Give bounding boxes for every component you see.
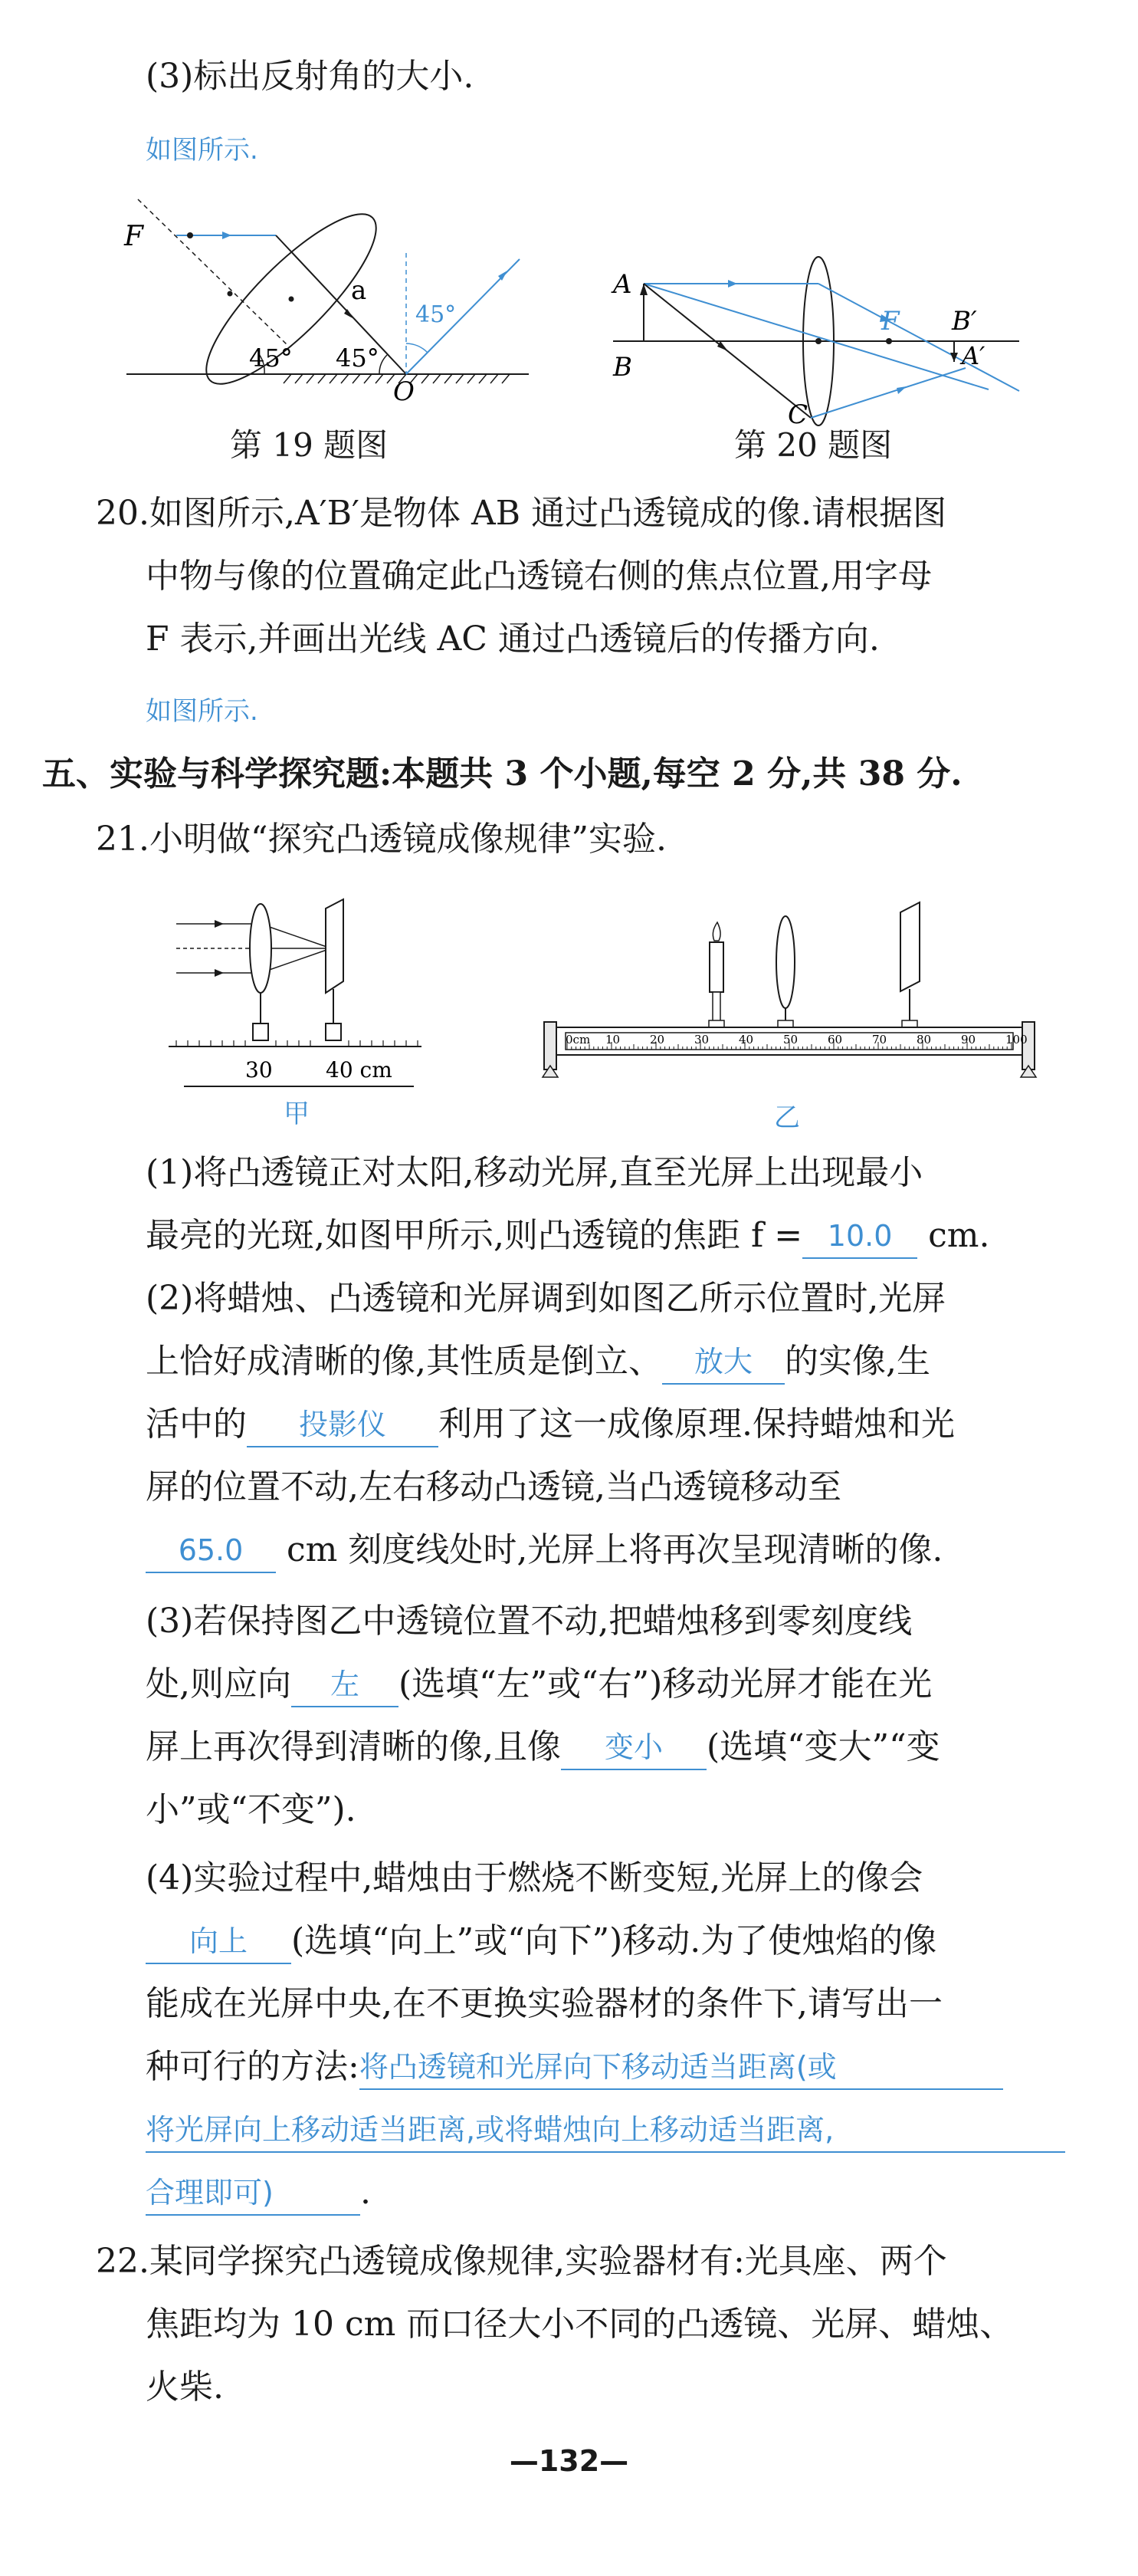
q21-p2-line-4: 屏的位置不动,左右移动凸透镜,当凸透镜移动至 — [146, 1467, 841, 1506]
q21-p3-text-b: (选填“左”或“右”)移动光屏才能在光 — [398, 1664, 933, 1704]
q21-p1-text-a: 最亮的光斑,如图甲所示,则凸透镜的焦距 f = — [146, 1216, 803, 1255]
q21-p2-text-c: 活中的 — [146, 1405, 247, 1444]
q21-p2-text-a: 上恰好成清晰的像,其性质是倒立、 — [146, 1342, 662, 1381]
fig-yi-tick-label: 100 — [1005, 1033, 1028, 1046]
q21-p1-line-1: (1)将凸透镜正对太阳,移动光屏,直至光屏上出现最小 — [146, 1153, 923, 1192]
q19-answer-hint: 如图所示. — [146, 135, 258, 166]
figure-jia — [169, 893, 444, 1100]
fig19-angle-reflect: 45° — [415, 301, 457, 328]
q21-p3-text-c: 屏上再次得到清晰的像,且像 — [146, 1727, 561, 1766]
q21-p3-answer-1: 左 — [291, 1663, 398, 1707]
figure-20 — [605, 253, 1035, 429]
fig19-caption: 第 19 题图 — [230, 426, 389, 464]
q21-p3-answer-2: 变小 — [561, 1726, 707, 1770]
q21-p4-answer-2a: 将凸透镜和光屏向下移动适当距离(或 — [359, 2045, 1003, 2090]
q21-p2-answer-2: 投影仪 — [247, 1403, 438, 1447]
fig19-label-f: F — [124, 221, 143, 252]
q21-p1-text-b: cm. — [928, 1216, 990, 1255]
q21-p2-answer-1: 放大 — [662, 1340, 785, 1385]
figure-yi — [536, 893, 1042, 1100]
q21-p1-answer: 10.0 — [802, 1214, 917, 1259]
fig-yi-tick-label: 30 — [694, 1033, 710, 1046]
fig-yi-tick-label: 90 — [961, 1033, 976, 1046]
fig19-label-o: O — [393, 376, 415, 406]
q21-p4-answer-1: 向上 — [146, 1920, 291, 1964]
q20-line-3: F 表示,并画出光线 AC 通过凸透镜后的传播方向. — [146, 619, 880, 659]
q21-p4-line-5 — [146, 2107, 1065, 2153]
q20-line-2: 中物与像的位置确定此凸透镜右侧的焦点位置,用字母 — [146, 557, 932, 596]
fig19-label-a: a — [351, 275, 367, 306]
fig-yi-tick-label: 10 — [605, 1033, 621, 1046]
fig-yi-caption: 乙 — [774, 1102, 800, 1133]
fig20-label-f: F — [881, 306, 900, 337]
fig-yi-tick-label: 70 — [872, 1033, 887, 1046]
fig19-angle-left: 45° — [249, 343, 293, 373]
q19-part3: (3)标出反射角的大小. — [146, 57, 474, 96]
q21-p4-text-b: (选填“向上”或“向下”)移动.为了使烛焰的像 — [291, 1921, 937, 1960]
q21-p2-text-d: 利用了这一成像原理.保持蜡烛和光 — [438, 1405, 955, 1444]
q21-p2-line-1: (2)将蜡烛、凸透镜和光屏调到如图乙所示位置时,光屏 — [146, 1279, 946, 1318]
q21-p4-text-a: 种可行的方法: — [146, 2047, 359, 2086]
q21-p2-answer-3: 65.0 — [146, 1529, 276, 1573]
fig-yi-tick-label: 40 — [739, 1033, 754, 1046]
q22-line-2: 焦距均为 10 cm 而口径大小不同的凸透镜、光屏、蜡烛、 — [146, 2305, 1014, 2344]
q21-p4-answer-2b: 将光屏向上移动适当距离,或将蜡烛向上移动适当距离, — [146, 2108, 1065, 2153]
fig-yi-tick-label: 60 — [828, 1033, 843, 1046]
q21-p3-line-1: (3)若保持图乙中透镜位置不动,把蜡烛移到零刻度线 — [146, 1602, 913, 1641]
q21-p3-line-2 — [146, 1661, 932, 1707]
fig20-label-b: B — [613, 352, 632, 383]
q21-p3-text-a: 处,则应向 — [146, 1664, 291, 1704]
q21-p4-line-3: 能成在光屏中央,在不更换实验器材的条件下,请写出一 — [146, 1984, 943, 2023]
q21-p4-answer-2c: 合理即可) — [146, 2171, 360, 2216]
q21-p2-text-e: cm 刻度线处时,光屏上将再次呈现清晰的像. — [287, 1530, 943, 1569]
q21-p2-line-2 — [146, 1339, 930, 1385]
q21-p4-line-1: (4)实验过程中,蜡烛由于燃烧不断变短,光屏上的像会 — [146, 1858, 923, 1898]
fig-jia-tick-40: 40 cm — [326, 1057, 392, 1083]
q21-p4-line-2 — [146, 1918, 936, 1964]
fig-yi-tick-label: 0cm — [566, 1033, 591, 1046]
q21-p2-text-b: 的实像,生 — [785, 1342, 930, 1381]
q22-line-1: 22.某同学探究凸透镜成像规律,实验器材有:光具座、两个 — [96, 2242, 947, 2281]
page-number: —132— — [509, 2444, 629, 2478]
fig20-label-bprime: B′ — [952, 306, 977, 337]
q21-p2-line-3 — [146, 1401, 955, 1447]
q21-p3-line-4: 小”或“不变”). — [146, 1790, 356, 1829]
section-5-heading: 五、实验与科学探究题:本题共 3 个小题,每空 2 分,共 38 分. — [42, 754, 963, 794]
fig-yi-tick-label: 80 — [917, 1033, 932, 1046]
fig-yi-tick-label: 20 — [650, 1033, 665, 1046]
q21-p4-end: . — [360, 2173, 371, 2212]
fig20-caption: 第 20 题图 — [734, 426, 893, 464]
q21-p1-line-2 — [146, 1213, 989, 1259]
q21-p3-line-3 — [146, 1724, 940, 1770]
q21-p4-line-6 — [146, 2170, 371, 2216]
q22-line-3: 火柴. — [146, 2367, 224, 2407]
q21-p2-line-5 — [146, 1527, 943, 1573]
q21-p4-line-4 — [146, 2044, 1003, 2090]
figure-19 — [115, 169, 544, 406]
fig20-label-aprime: A′ — [962, 341, 986, 370]
q20-answer-hint: 如图所示. — [146, 696, 258, 727]
fig20-label-c: C — [788, 399, 808, 429]
fig20-label-a: A — [613, 269, 632, 300]
fig-jia-caption: 甲 — [284, 1099, 310, 1129]
q21-title: 21.小明做“探究凸透镜成像规律”实验. — [96, 820, 667, 859]
q21-p3-text-d: (选填“变大”“变 — [707, 1727, 940, 1766]
fig19-angle-mid: 45° — [336, 343, 379, 373]
fig-yi-tick-label: 50 — [783, 1033, 799, 1046]
q20-line-1: 20.如图所示,A′B′是物体 AB 通过凸透镜成的像.请根据图 — [96, 494, 947, 533]
fig-jia-tick-30: 30 — [245, 1057, 273, 1083]
